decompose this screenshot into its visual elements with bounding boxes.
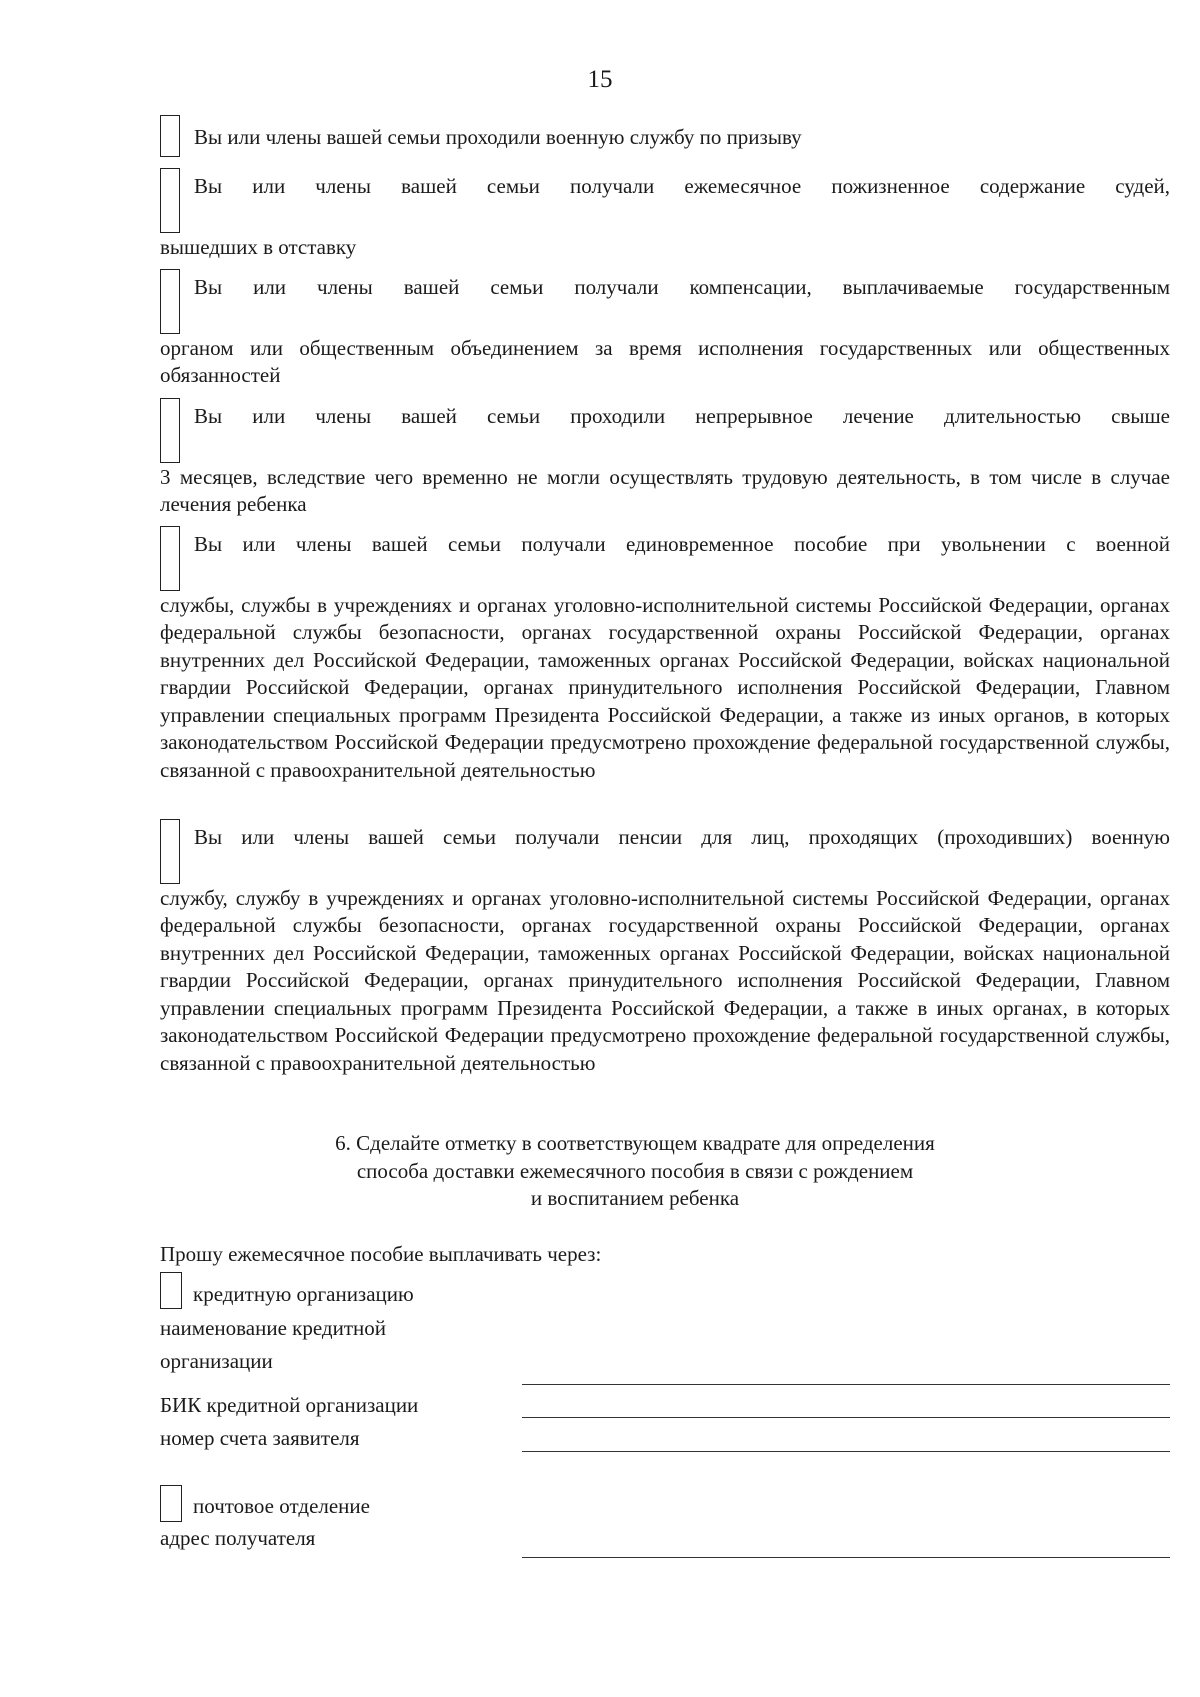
item-text-continued: вышедших в отставку <box>160 234 357 259</box>
item-text-continued: службы, службы в учреждениях и органах уголовно-исполнительной системы Российской Федерации, органах федеральной службы безопасности, органах государственной охраны Российской Федерации, органах внутренних дел Российской Федерации, таможенных органах Российской Федерации, войсках национальной гвардии Российской Федерации, органах принудительного исполнения Российской Федерации, Главном управлении специальных программ Президента Российской Федерации, а также из иных органов, в которых законодательством Российской Федерации предусмотрено прохождение федеральной государственной службы, связанной с правоохранительной деятельностью <box>160 592 1170 782</box>
item-text-continued: службу, службу в учреждениях и органах уголовно-исполнительной системы Российской Федерации, органах федеральной службы безопасности, органах государственной охраны Российской Федерации, органах внутренних дел Российской Федерации, таможенных органах Российской Федерации, войсках национальной гвардии Российской Федерации, органах принудительного исполнения Российской Федерации, Главном управлении специальных программ Президента Российской Федерации, а также в иных органах, в которых законодательством Российской Федерации предусмотрено прохождение федеральной государственной службы, связанной с правоохранительной деятельностью <box>160 885 1170 1075</box>
military-conscription-checkbox[interactable] <box>160 115 180 157</box>
credit-organization-checkbox[interactable] <box>160 1272 182 1309</box>
address-field[interactable] <box>522 1557 1170 1558</box>
compensation-checkbox[interactable] <box>160 269 180 334</box>
payment-intro: Прошу ежемесячное пособие выплачивать через: <box>160 1242 602 1266</box>
list-item <box>160 124 1170 152</box>
item-text: Вы или члены вашей семьи получали компенсации, выплачиваемые государственным <box>194 275 1170 299</box>
address-label: адрес получателя <box>160 1526 316 1550</box>
list-item <box>160 531 1170 784</box>
bik-field[interactable] <box>522 1417 1170 1418</box>
credit-option-label: кредитную организацию <box>193 1282 414 1306</box>
item-text: Вы или члены вашей семьи получали единовременное пособие при увольнении с военной <box>194 532 1170 556</box>
bank-name-label: наименование кредитной <box>160 1316 386 1340</box>
pension-checkbox[interactable] <box>160 819 180 884</box>
severance-benefit-checkbox[interactable] <box>160 526 180 591</box>
section-heading <box>270 1130 1000 1213</box>
list-item <box>160 173 1170 261</box>
heading-line: способа доставки ежемесячного пособия в связи с рождением <box>356 1158 914 1183</box>
post-office-checkbox[interactable] <box>160 1485 182 1522</box>
page-number: 15 <box>587 66 613 93</box>
item-text: Вы или члены вашей семьи проходили непрерывное лечение длительностью свыше <box>194 404 1170 428</box>
bank-name-field[interactable] <box>522 1384 1170 1385</box>
account-field[interactable] <box>522 1451 1170 1452</box>
item-text: Вы или члены вашей семьи получали пенсии для лиц, проходящих (проходивших) военную <box>194 825 1170 849</box>
list-item <box>160 274 1170 390</box>
bik-label: БИК кредитной организации <box>160 1393 419 1417</box>
post-option-label: почтовое отделение <box>193 1494 370 1518</box>
list-item <box>160 403 1170 519</box>
treatment-checkbox[interactable] <box>160 398 180 463</box>
judges-allowance-checkbox[interactable] <box>160 168 180 233</box>
bank-name-label-continued: организации <box>160 1349 273 1373</box>
item-text: Вы или члены вашей семьи получали ежемесячное пожизненное содержание судей, <box>194 174 1170 198</box>
account-label: номер счета заявителя <box>160 1426 360 1450</box>
list-item <box>160 824 1170 1077</box>
heading-line: 6. Сделайте отметку в соответствующем квадрате для определения <box>335 1131 935 1155</box>
item-text-continued: органом или общественным объединением за время исполнения государственных или общественных обязанностей <box>160 335 1170 387</box>
item-text-continued: 3 месяцев, вследствие чего временно не могли осуществлять трудовую деятельность, в том числе в случае лечения ребенка <box>160 464 1170 516</box>
heading-line: и воспитанием ребенка <box>530 1186 740 1210</box>
item-text: Вы или члены вашей семьи проходили военную службу по призыву <box>194 125 802 149</box>
